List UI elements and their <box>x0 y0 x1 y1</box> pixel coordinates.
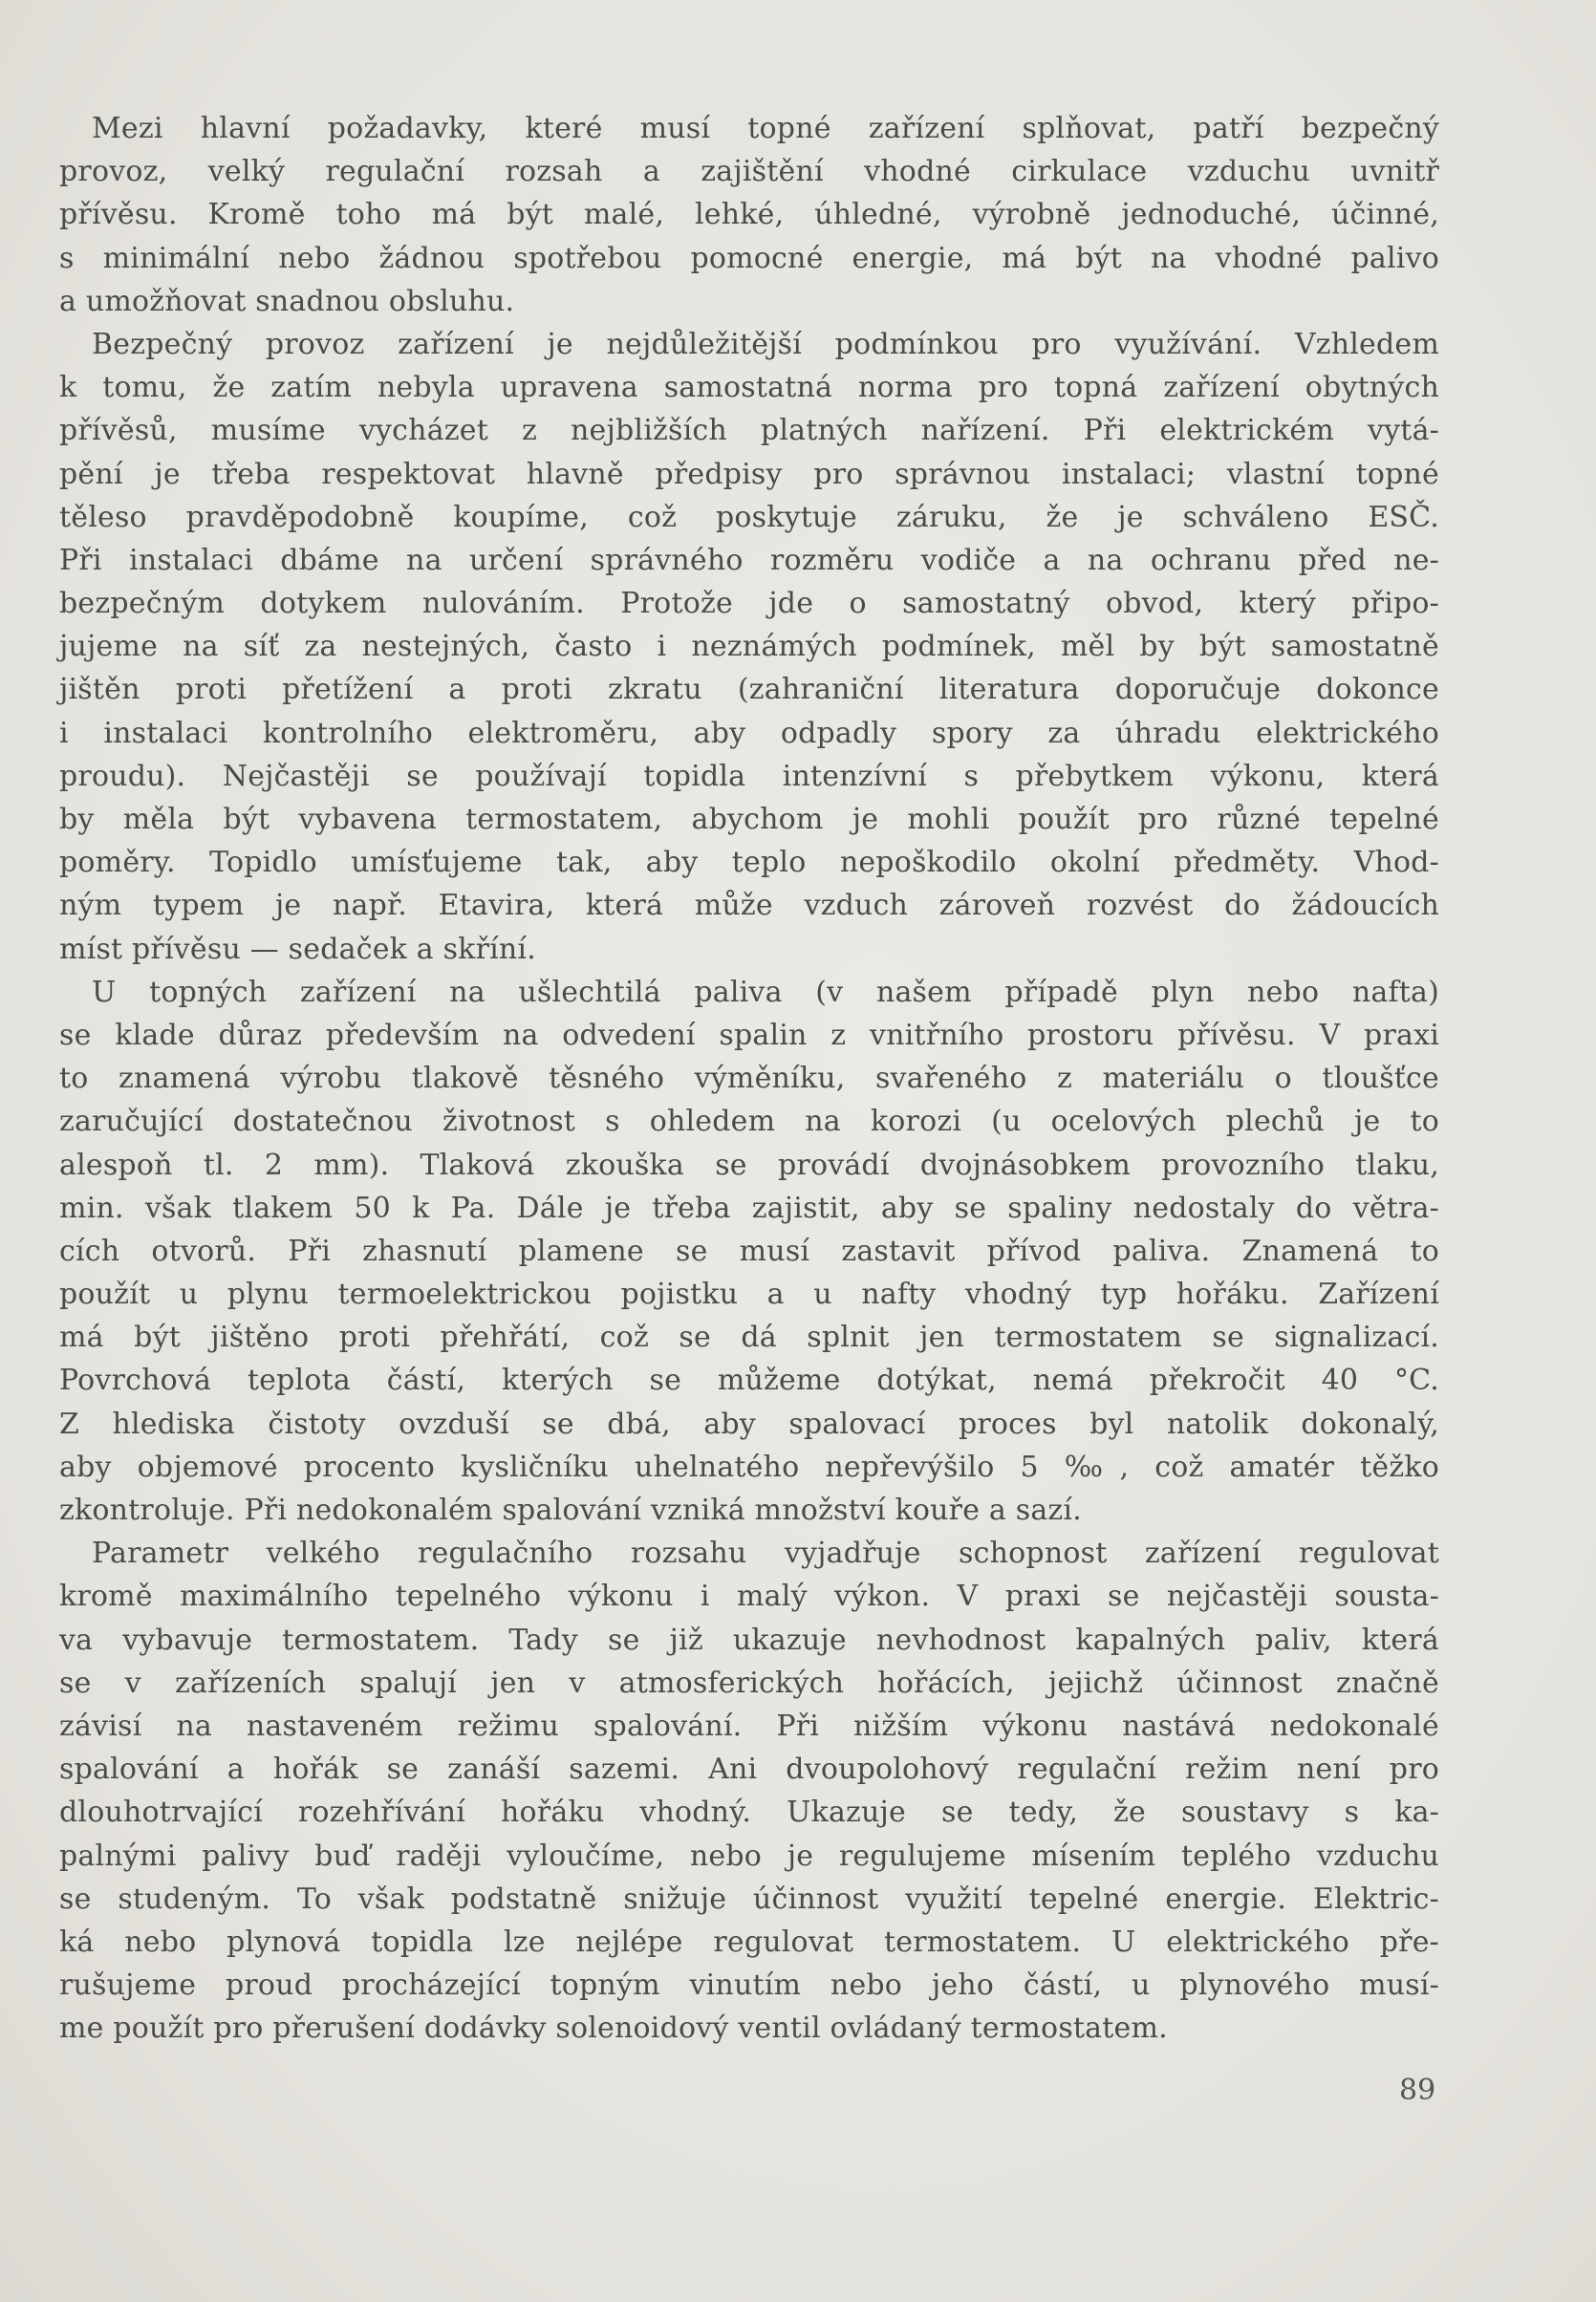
body-text <box>59 107 1439 2050</box>
text-line: bezpečným dotykem nulováním. Protože jde o samostatný obvod, který připo- <box>59 587 1439 621</box>
text-line: Povrchová teplota částí, kterých se můžeme dotýkat, nemá překročit 40 °C. <box>59 1364 1439 1398</box>
text-line: přívěsu. Kromě toho má být malé, lehké, úhledné, výrobně jednoduché, účinné, <box>59 198 1439 232</box>
text-line: poměry. Topidlo umísťujeme tak, aby teplo nepoškodilo okolní předměty. Vhod- <box>59 846 1439 880</box>
text-line: U topných zařízení na ušlechtilá paliva (v našem případě plyn nebo nafta) <box>92 975 1439 1009</box>
text-line: pění je třeba respektovat hlavně předpisy pro správnou instalaci; vlastní topné <box>59 457 1439 491</box>
text-line: Mezi hlavní požadavky, které musí topné zařízení splňovat, patří bezpečný <box>92 112 1439 145</box>
text-line: rušujeme proud procházející topným vinutím nebo jeho částí, u plynového musí- <box>59 1969 1439 2003</box>
text-line: míst přívěsu — sedaček a skříní. <box>59 932 536 966</box>
text-line: použít u plynu termoelektrickou pojistku a u nafty vhodný typ hořáku. Zařízení <box>59 1278 1439 1312</box>
text-line: palnými palivy buď raději vyloučíme, nebo je regulujeme mísením teplého vzduchu <box>59 1839 1439 1873</box>
text-line: ným typem je např. Etavira, která může vzduch zároveň rozvést do žádoucích <box>59 889 1439 923</box>
text-line: provoz, velký regulační rozsah a zajištění vhodné cirkulace vzduchu uvnitř <box>59 155 1439 189</box>
text-line: proudu). Nejčastěji se používají topidla intenzívní s přebytkem výkonu, která <box>59 759 1439 793</box>
text-line: přívěsů, musíme vycházet z nejbližších platných nařízení. Při elektrickém vytá- <box>59 414 1439 448</box>
text-line: cích otvorů. Při zhasnutí plamene se musí zastavit přívod paliva. Znamená to <box>59 1234 1439 1268</box>
text-line: se klade důraz především na odvedení spalin z vnitřního prostoru přívěsu. V praxi <box>59 1018 1439 1052</box>
text-line: Bezpečný provoz zařízení je nejdůležitější podmínkou pro využívání. Vzhledem <box>92 327 1439 361</box>
text-line: těleso pravděpodobně koupíme, což poskytuje záruku, že je schváleno ESČ. <box>59 500 1439 534</box>
text-line: me použít pro přerušení dodávky solenoidový ventil ovládaný termostatem. <box>59 2012 1168 2046</box>
text-line: závisí na nastaveném režimu spalování. Při nižším výkonu nastává nedokonalé <box>59 1709 1439 1743</box>
text-line: ká nebo plynová topidla lze nejlépe regulovat termostatem. U elektrického pře- <box>59 1925 1439 1959</box>
text-line: zkontroluje. Při nedokonalém spalování vzniká množství kouře a sazí. <box>59 1494 1082 1527</box>
text-line: jujeme na síť za nestejných, často i neznámých podmínek, měl by být samostatně <box>59 630 1439 664</box>
text-line: min. však tlakem 50 k Pa. Dále je třeba zajistit, aby se spaliny nedostaly do větra- <box>59 1191 1439 1225</box>
text-line: by měla být vybavena termostatem, abychom je mohli použít pro různé tepelné <box>59 803 1439 836</box>
text-line: aby objemové procento kysličníku uhelnatého nepřevýšilo 5 ‰, což amatér těžko <box>59 1450 1439 1484</box>
text-line: s minimální nebo žádnou spotřebou pomocné energie, má být na vhodné palivo <box>59 241 1439 275</box>
text-line: zaručující dostatečnou životnost s ohledem na korozi (u ocelových plechů je to <box>59 1105 1439 1139</box>
text-line: kromě maximálního tepelného výkonu i malý výkon. V praxi se nejčastěji sousta- <box>59 1580 1439 1614</box>
text-line: a umožňovat snadnou obsluhu. <box>59 284 515 318</box>
text-line: i instalaci kontrolního elektroměru, aby odpadly spory za úhradu elektrického <box>59 716 1439 750</box>
text-line: jištěn proti přetížení a proti zkratu (zahraniční literatura doporučuje dokonce <box>59 673 1439 707</box>
text-line: se studeným. To však podstatně snižuje účinnost využití tepelné energie. Elektric- <box>59 1882 1439 1916</box>
page-number: 89 <box>1399 2074 1436 2107</box>
text-line: dlouhotrvající rozehřívání hořáku vhodný. Ukazuje se tedy, že soustavy s ka- <box>59 1796 1439 1830</box>
text-line: Z hlediska čistoty ovzduší se dbá, aby spalovací proces byl natolik dokonalý, <box>59 1407 1439 1441</box>
text-line: alespoň tl. 2 mm). Tlaková zkouška se provádí dvojnásobkem provozního tlaku, <box>59 1148 1439 1182</box>
text-line: va vybavuje termostatem. Tady se již ukazuje nevhodnost kapalných paliv, která <box>59 1623 1439 1657</box>
text-line: Při instalaci dbáme na určení správného rozměru vodiče a na ochranu před ne- <box>59 543 1439 577</box>
text-line: Parametr velkého regulačního rozsahu vyjadřuje schopnost zařízení regulovat <box>92 1537 1439 1571</box>
text-line: se v zařízeních spalují jen v atmosferických hořácích, jejichž účinnost značně <box>59 1666 1439 1700</box>
text-line: k tomu, že zatím nebyla upravena samostatná norma pro topná zařízení obytných <box>59 371 1439 405</box>
text-line: to znamená výrobu tlakově těsného výměníku, svařeného z materiálu o tloušťce <box>59 1062 1439 1096</box>
text-line: spalování a hořák se zanáší sazemi. Ani dvoupolohový regulační režim není pro <box>59 1753 1439 1787</box>
text-line: má být jištěno proti přehřátí, což se dá splnit jen termostatem se signalizací. <box>59 1321 1439 1355</box>
